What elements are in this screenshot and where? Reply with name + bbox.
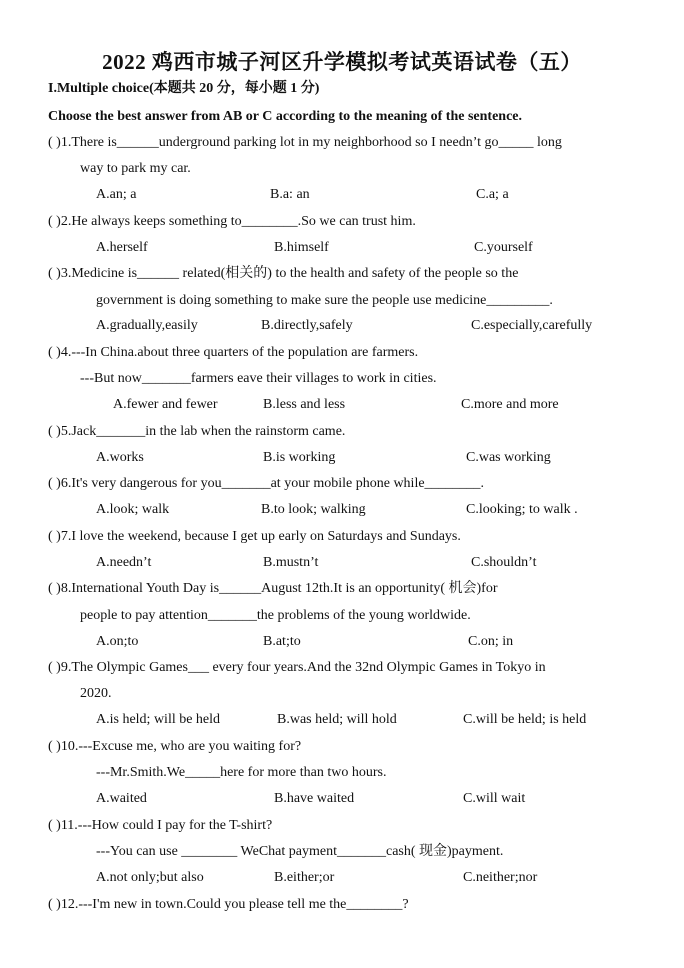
question-4-option-a[interactable]: A.fewer and fewer	[113, 397, 218, 412]
question-9-line-2: 2020.	[80, 686, 112, 701]
question-7-option-b[interactable]: B.mustn’t	[263, 555, 319, 570]
question-9-option-a[interactable]: A.is held; will be held	[96, 712, 221, 727]
question-6-line-1: ( )6.It's very dangerous for you_______at your mobile phone while________.	[48, 476, 485, 491]
question-4-option-b[interactable]: B.less and less	[263, 397, 346, 412]
question-10-option-a[interactable]: A.waited	[96, 791, 147, 806]
question-10-option-b[interactable]: B.have waited	[274, 791, 355, 806]
question-3-option-c[interactable]: C.especially,carefully	[471, 318, 593, 333]
question-4-line-1: ( )4.---In China.about three quarters of the population are farmers.	[48, 345, 419, 360]
question-10-line-1: ( )10.---Excuse me, who are you waiting for?	[48, 739, 302, 754]
question-6-option-a[interactable]: A.look; walk	[96, 502, 170, 517]
question-2-option-b[interactable]: B.himself	[274, 240, 329, 255]
question-1-line-1: ( )1.There is______underground parking lot in my neighborhood so I needn’t go_____ long	[48, 135, 562, 150]
question-7-option-a[interactable]: A.needn’t	[96, 555, 152, 570]
question-3-option-a[interactable]: A.gradually,easily	[96, 318, 198, 333]
question-2-option-a[interactable]: A.herself	[96, 240, 148, 255]
question-11-line-1: ( )11.---How could I pay for the T-shirt?	[48, 818, 273, 833]
question-8-line-1: ( )8.International Youth Day is______August 12th.It is an opportunity( 机会)for	[48, 581, 498, 596]
instruction: Choose the best answer from AB or C according to the meaning of the sentence.	[48, 109, 523, 124]
question-11-option-c[interactable]: C.neither;nor	[463, 870, 538, 885]
question-8-option-b[interactable]: B.at;to	[263, 634, 301, 649]
question-9-line-1: ( )9.The Olympic Games___ every four years.And the 32nd Olympic Games in Tokyo in	[48, 660, 546, 675]
question-5-option-a[interactable]: A.works	[96, 450, 144, 465]
section-heading: I.Multiple choice(本题共 20 分，每小题 1 分)	[48, 81, 320, 96]
question-8-line-2: people to pay attention_______the problems of the young worldwide.	[80, 608, 471, 623]
page-title: 2022 鸡西市城子河区升学模拟考试英语试卷（五）	[102, 50, 582, 74]
question-11-line-2: ---You can use ________ WeChat payment_______cash( 现金)payment.	[96, 844, 504, 859]
question-2-option-c[interactable]: C.yourself	[474, 240, 533, 255]
question-8-option-c[interactable]: C.on; in	[468, 634, 514, 649]
question-6-option-b[interactable]: B.to look; walking	[261, 502, 366, 517]
question-11-option-b[interactable]: B.either;or	[274, 870, 335, 885]
question-4-line-2: ---But now_______farmers eave their villages to work in cities.	[80, 371, 437, 386]
question-11-option-a[interactable]: A.not only;but also	[96, 870, 204, 885]
question-1-option-b[interactable]: B.a: an	[270, 187, 310, 202]
question-4-option-c[interactable]: C.more and more	[461, 397, 559, 412]
question-2-line-1: ( )2.He always keeps something to________.So we can trust him.	[48, 214, 416, 229]
question-1-option-a[interactable]: A.an; a	[96, 187, 137, 202]
question-5-option-b[interactable]: B.is working	[263, 450, 336, 465]
question-7-option-c[interactable]: C.shouldn’t	[471, 555, 537, 570]
question-1-line-2: way to park my car.	[80, 161, 191, 176]
question-3-line-2: government is doing something to make sure the people use medicine_________.	[96, 293, 553, 308]
question-9-option-b[interactable]: B.was held; will hold	[277, 712, 397, 727]
question-10-line-2: ---Mr.Smith.We_____here for more than two hours.	[96, 765, 387, 780]
question-3-line-1: ( )3.Medicine is______ related(相关的) to the health and safety of the people so the	[48, 266, 519, 281]
question-5-line-1: ( )5.Jack_______in the lab when the rainstorm came.	[48, 424, 346, 439]
question-12-line-1: ( )12.---I'm new in town.Could you please tell me the________?	[48, 897, 409, 912]
question-9-option-c[interactable]: C.will be held; is held	[463, 712, 587, 727]
question-5-option-c[interactable]: C.was working	[466, 450, 551, 465]
question-3-option-b[interactable]: B.directly,safely	[261, 318, 353, 333]
question-10-option-c[interactable]: C.will wait	[463, 791, 526, 806]
question-8-option-a[interactable]: A.on;to	[96, 634, 139, 649]
question-7-line-1: ( )7.I love the weekend, because I get up early on Saturdays and Sundays.	[48, 529, 461, 544]
question-1-option-c[interactable]: C.a; a	[476, 187, 509, 202]
question-6-option-c[interactable]: C.looking; to walk .	[466, 502, 578, 517]
